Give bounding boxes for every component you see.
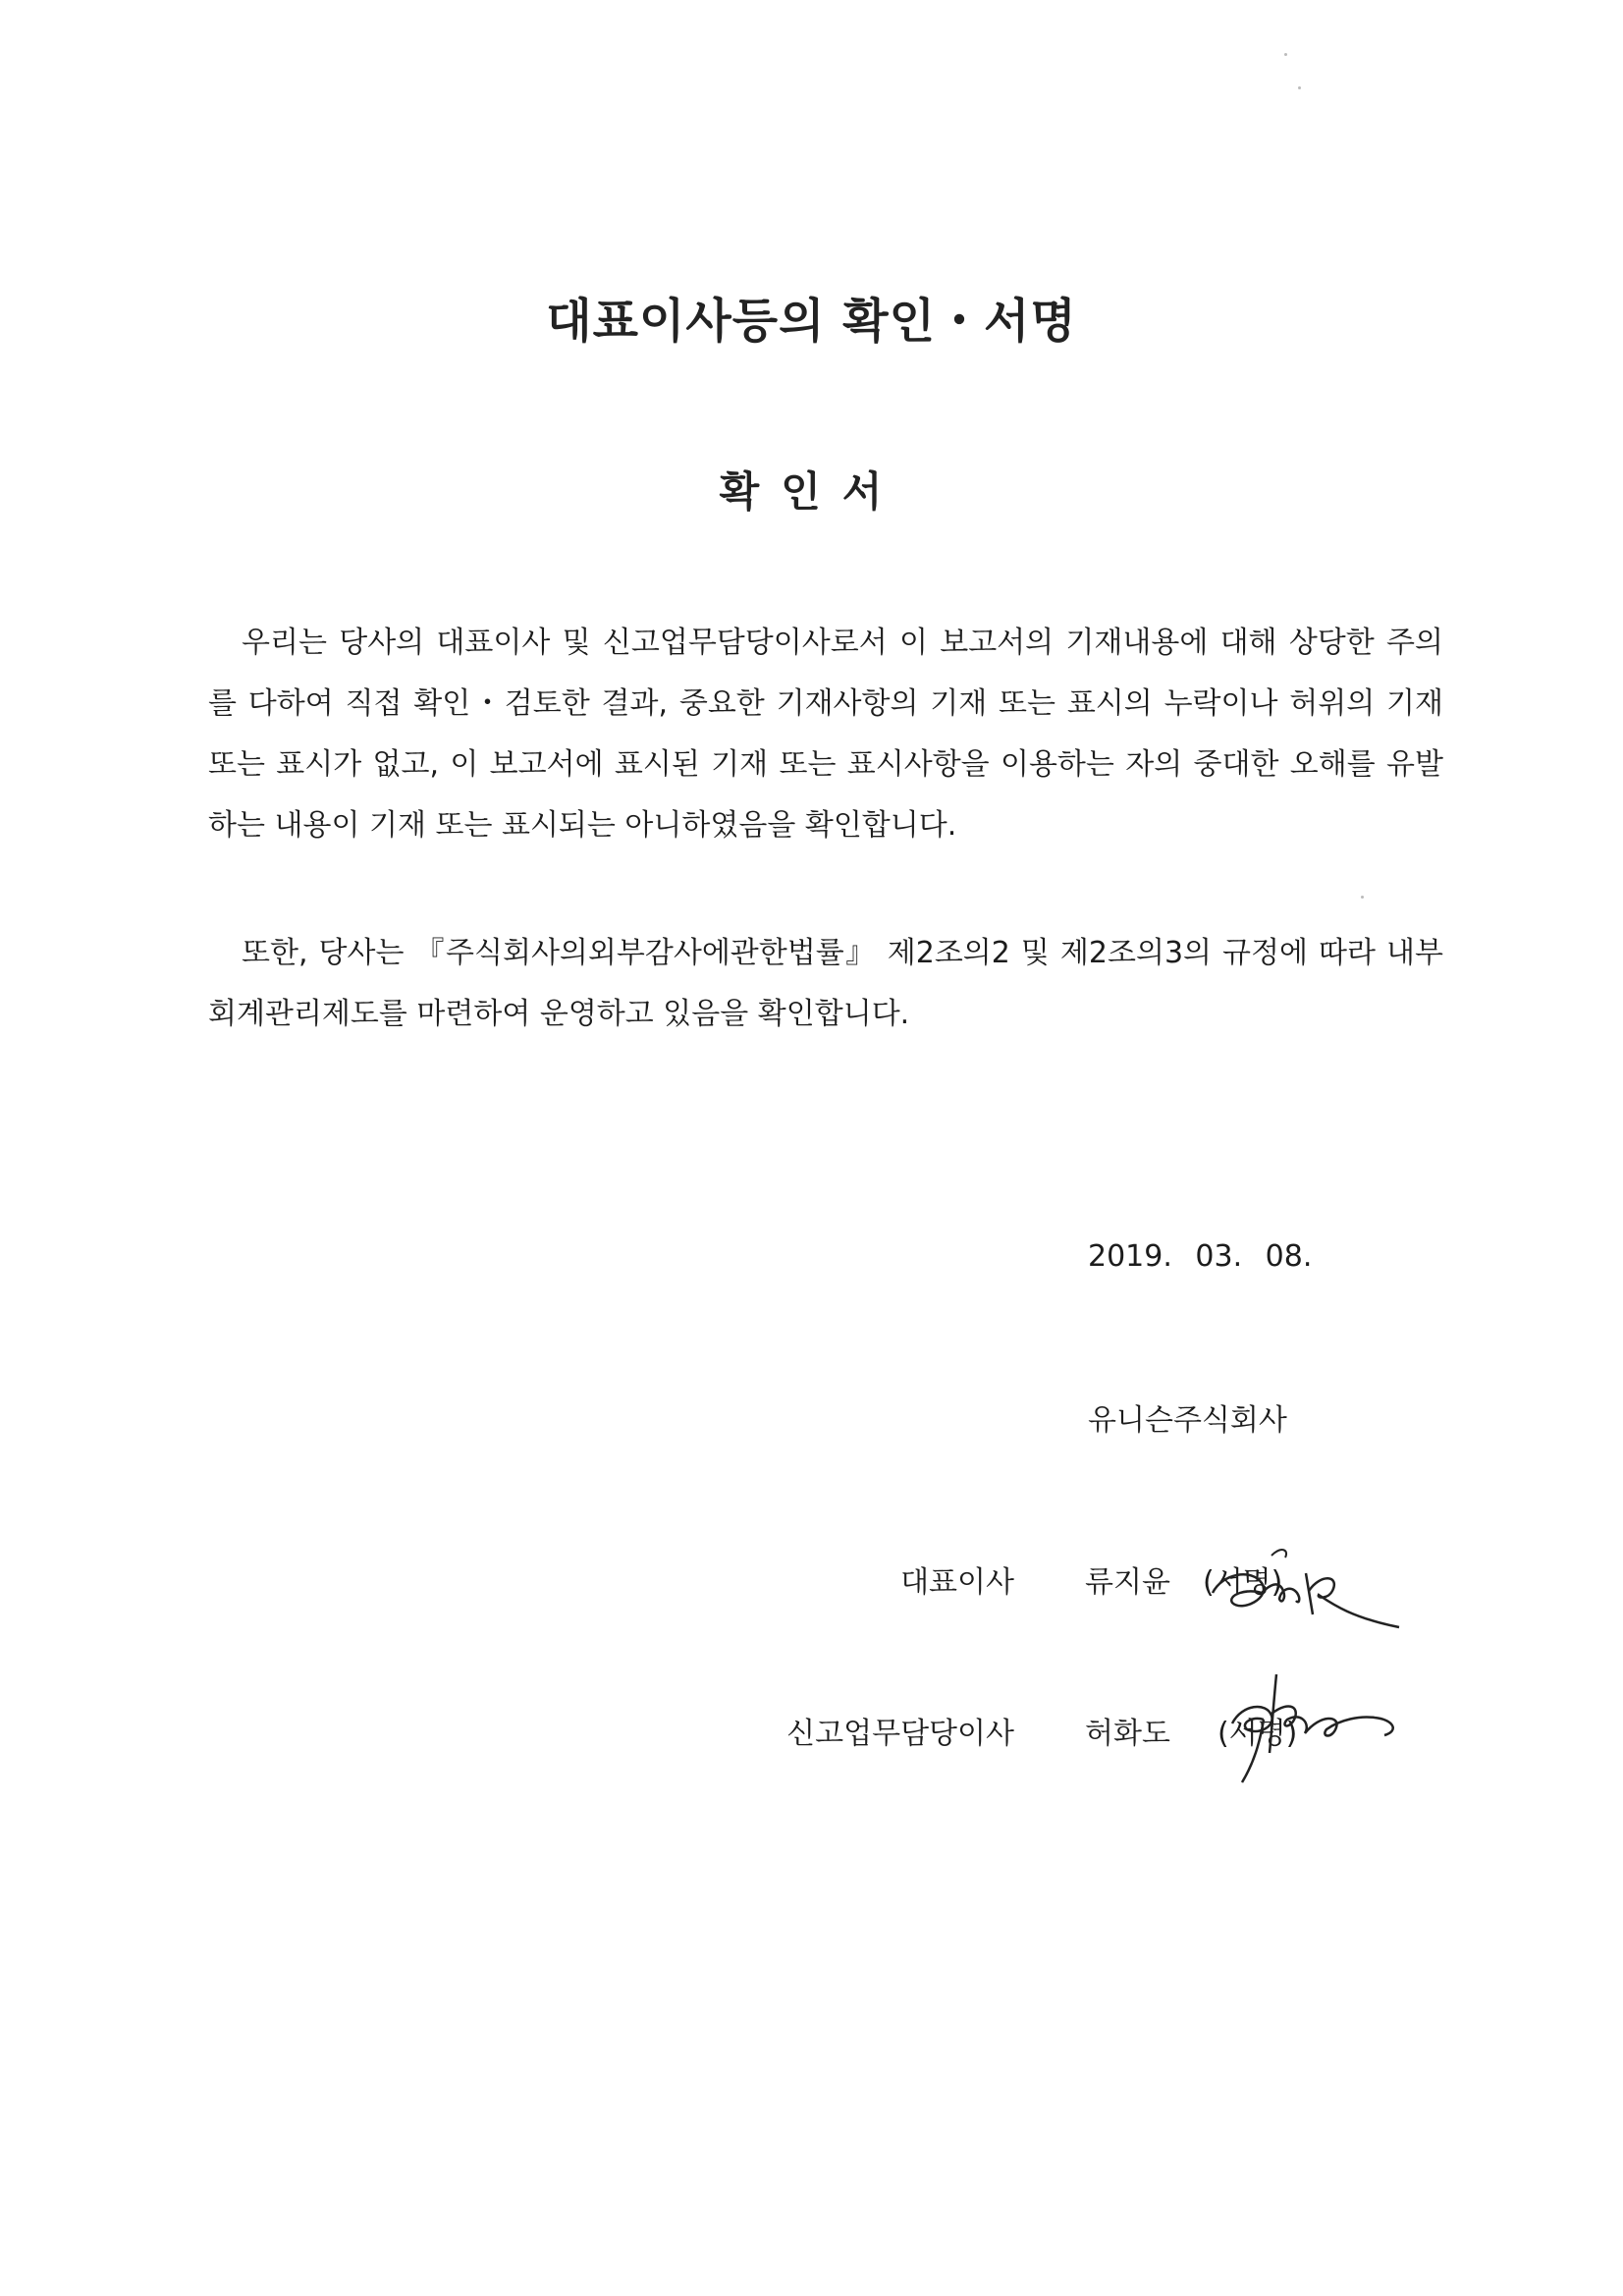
signature-mark-label: (서명) <box>1217 1717 1298 1751</box>
signatory-name: 류지윤 <box>1085 1565 1170 1600</box>
handwritten-signature-reporting-director <box>1203 1655 1419 1792</box>
handwritten-signature-ceo <box>1203 1534 1419 1652</box>
internal-control-paragraph: 또한, 당사는 『주식회사의외부감사에관한법률』 제2조의2 및 제2조의3의 규정에 따라 내부회계관리제도를 마련하여 운영하고 있음을 확인합니다. <box>208 936 1443 1031</box>
scan-speck <box>1361 896 1364 899</box>
confirmation-paragraph: 우리는 당사의 대표이사 및 신고업무담당이사로서 이 보고서의 기재내용에 대해 상당한 주의를 다하여 직접 확인・검토한 결과, 중요한 기재사항의 기재 또는 표시의 누락이나 허위의 기재 또는 표시가 없고, 이 보고서에 표시된 기재 또는 표시사항을 이용하는 자의 중대한 오해를 유발하는 내용이 기재 또는 표시되는 아니하였음을 확인합니다. <box>208 626 1443 843</box>
company-name: 유니슨주식회사 <box>1088 1403 1287 1438</box>
signature-mark-label: (서명) <box>1203 1565 1283 1600</box>
document-subtitle: 확인서 <box>719 467 904 516</box>
scan-speck <box>1284 53 1287 56</box>
signatory-role: 대표이사 <box>900 1565 1014 1600</box>
document-date: 2019. 03. 08. <box>1088 1239 1313 1274</box>
document-title: 대표이사등의 확인・서명 <box>546 294 1077 349</box>
signatory-role: 신고업무담당이사 <box>786 1717 1014 1751</box>
scan-speck <box>1298 86 1301 89</box>
signatory-name: 허화도 <box>1085 1717 1170 1751</box>
